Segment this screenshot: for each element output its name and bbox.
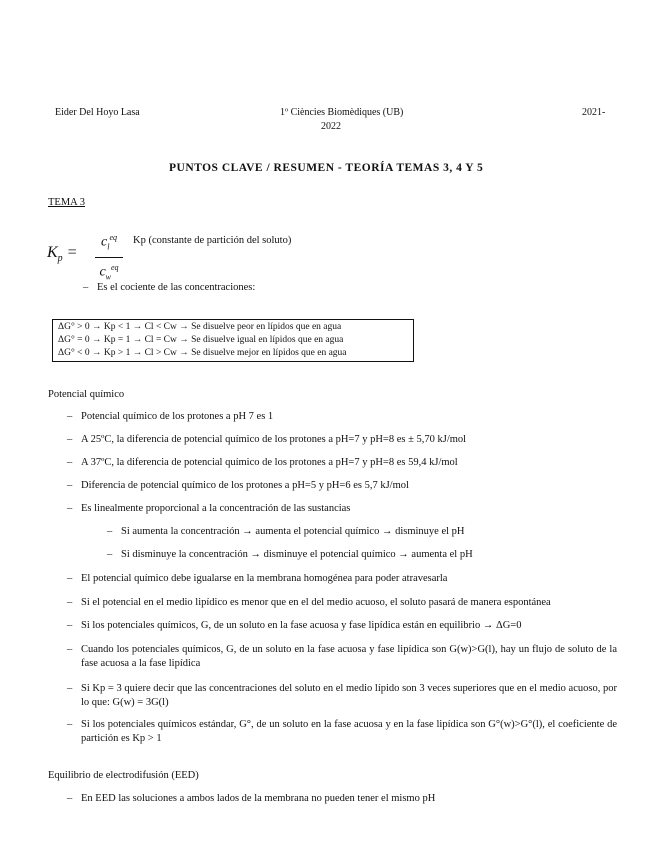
eed-heading: Equilibrio de electrodifusión (EED): [48, 770, 199, 781]
year-start: 2021-: [582, 107, 606, 118]
tema3-heading: TEMA 3: [48, 197, 86, 208]
formula-lhs: $K_p$ =: [47, 244, 78, 265]
list-item: – Diferencia de potencial químico de los protones a pH=5 y pH=6 es 5,7 kJ/mol: [81, 480, 409, 491]
box-row: ΔG° > 0 → Kp < 1 → Cl < Cw → Se disuelve peor en lípidos que en agua: [58, 322, 342, 332]
list-item: – Si los potenciales químicos estándar, G°, de un soluto en la fase acuosa y en la fase lipídica son G°(w)>G°(l), el coeficiente de partición es Kp > 1: [81, 718, 617, 746]
year-end: 2022: [321, 121, 341, 132]
course-name: 1º Ciències Biomèdiques (UB): [280, 107, 404, 118]
list-item: – A 37ºC, la diferencia de potencial químico de los protones a pH=7 y pH=8 es 59,4 kJ/mol: [81, 457, 458, 468]
list-item: – El potencial químico debe igualarse en la membrana homogénea para poder atravesarla: [81, 573, 447, 584]
author-name: Eider Del Hoyo Lasa: [55, 107, 140, 118]
list-item: – Si Kp = 3 quiere decir que las concentraciones del soluto en el medio lípido son 3 veces superiores que en el medio acuoso, por lo que: G(w) = 3G(l): [81, 682, 617, 710]
potencial-heading: Potencial químico: [48, 389, 125, 400]
list-item: – A 25ºC, la diferencia de potencial químico de los protones a pH=7 y pH=8 es ± 5,70 kJ/mol: [81, 434, 466, 445]
list-item: – En EED las soluciones a ambos lados de la membrana no pueden tener el mismo pH: [81, 793, 435, 804]
list-item: – Si los potenciales químicos, G, de un soluto en la fase acuosa y fase lipídica están en equilibrio → ΔG=0: [81, 620, 521, 631]
sub-list-item: – Si aumenta la concentración → aumenta el potencial químico → disminuye el pH: [121, 526, 464, 537]
formula-label: Kp (constante de partición del soluto): [133, 235, 292, 246]
list-item: – Es linealmente proporcional a la concentración de las sustancias: [81, 503, 350, 514]
list-item: – Potencial químico de los protones a pH 7 es 1: [81, 411, 273, 422]
list-item: – Si el potencial en el medio lipídico es menor que en el del medio acuoso, el soluto pasará de manera espontánea: [81, 597, 551, 608]
kp-summary-box: [52, 319, 414, 362]
list-item: – Cuando los potenciales químicos, G, de un soluto en la fase acuosa y fase lipídica son G(w)>G(l), hay un flujo de soluto de la fase acuosa a la fase lipídica: [81, 643, 617, 671]
kp-formula: [47, 230, 347, 282]
formula-fraction: $c_l^{eq}$ $c_w^{eq}$: [95, 230, 123, 286]
sub-list-item: – Si disminuye la concentración → disminuye el potencial químico → aumenta el pH: [121, 549, 473, 560]
cociente-text: – Es el cociente de las concentraciones:: [97, 282, 255, 293]
document-title: PUNTOS CLAVE / RESUMEN - TEORÍA TEMAS 3, 4 Y 5: [169, 162, 484, 174]
box-row: ΔG° = 0 → Kp = 1 → Cl = Cw → Se disuelve igual en lípidos que en agua: [58, 335, 344, 345]
box-row: ΔG° < 0 → Kp > 1 → Cl > Cw → Se disuelve mejor en lípidos que en agua: [58, 348, 347, 358]
